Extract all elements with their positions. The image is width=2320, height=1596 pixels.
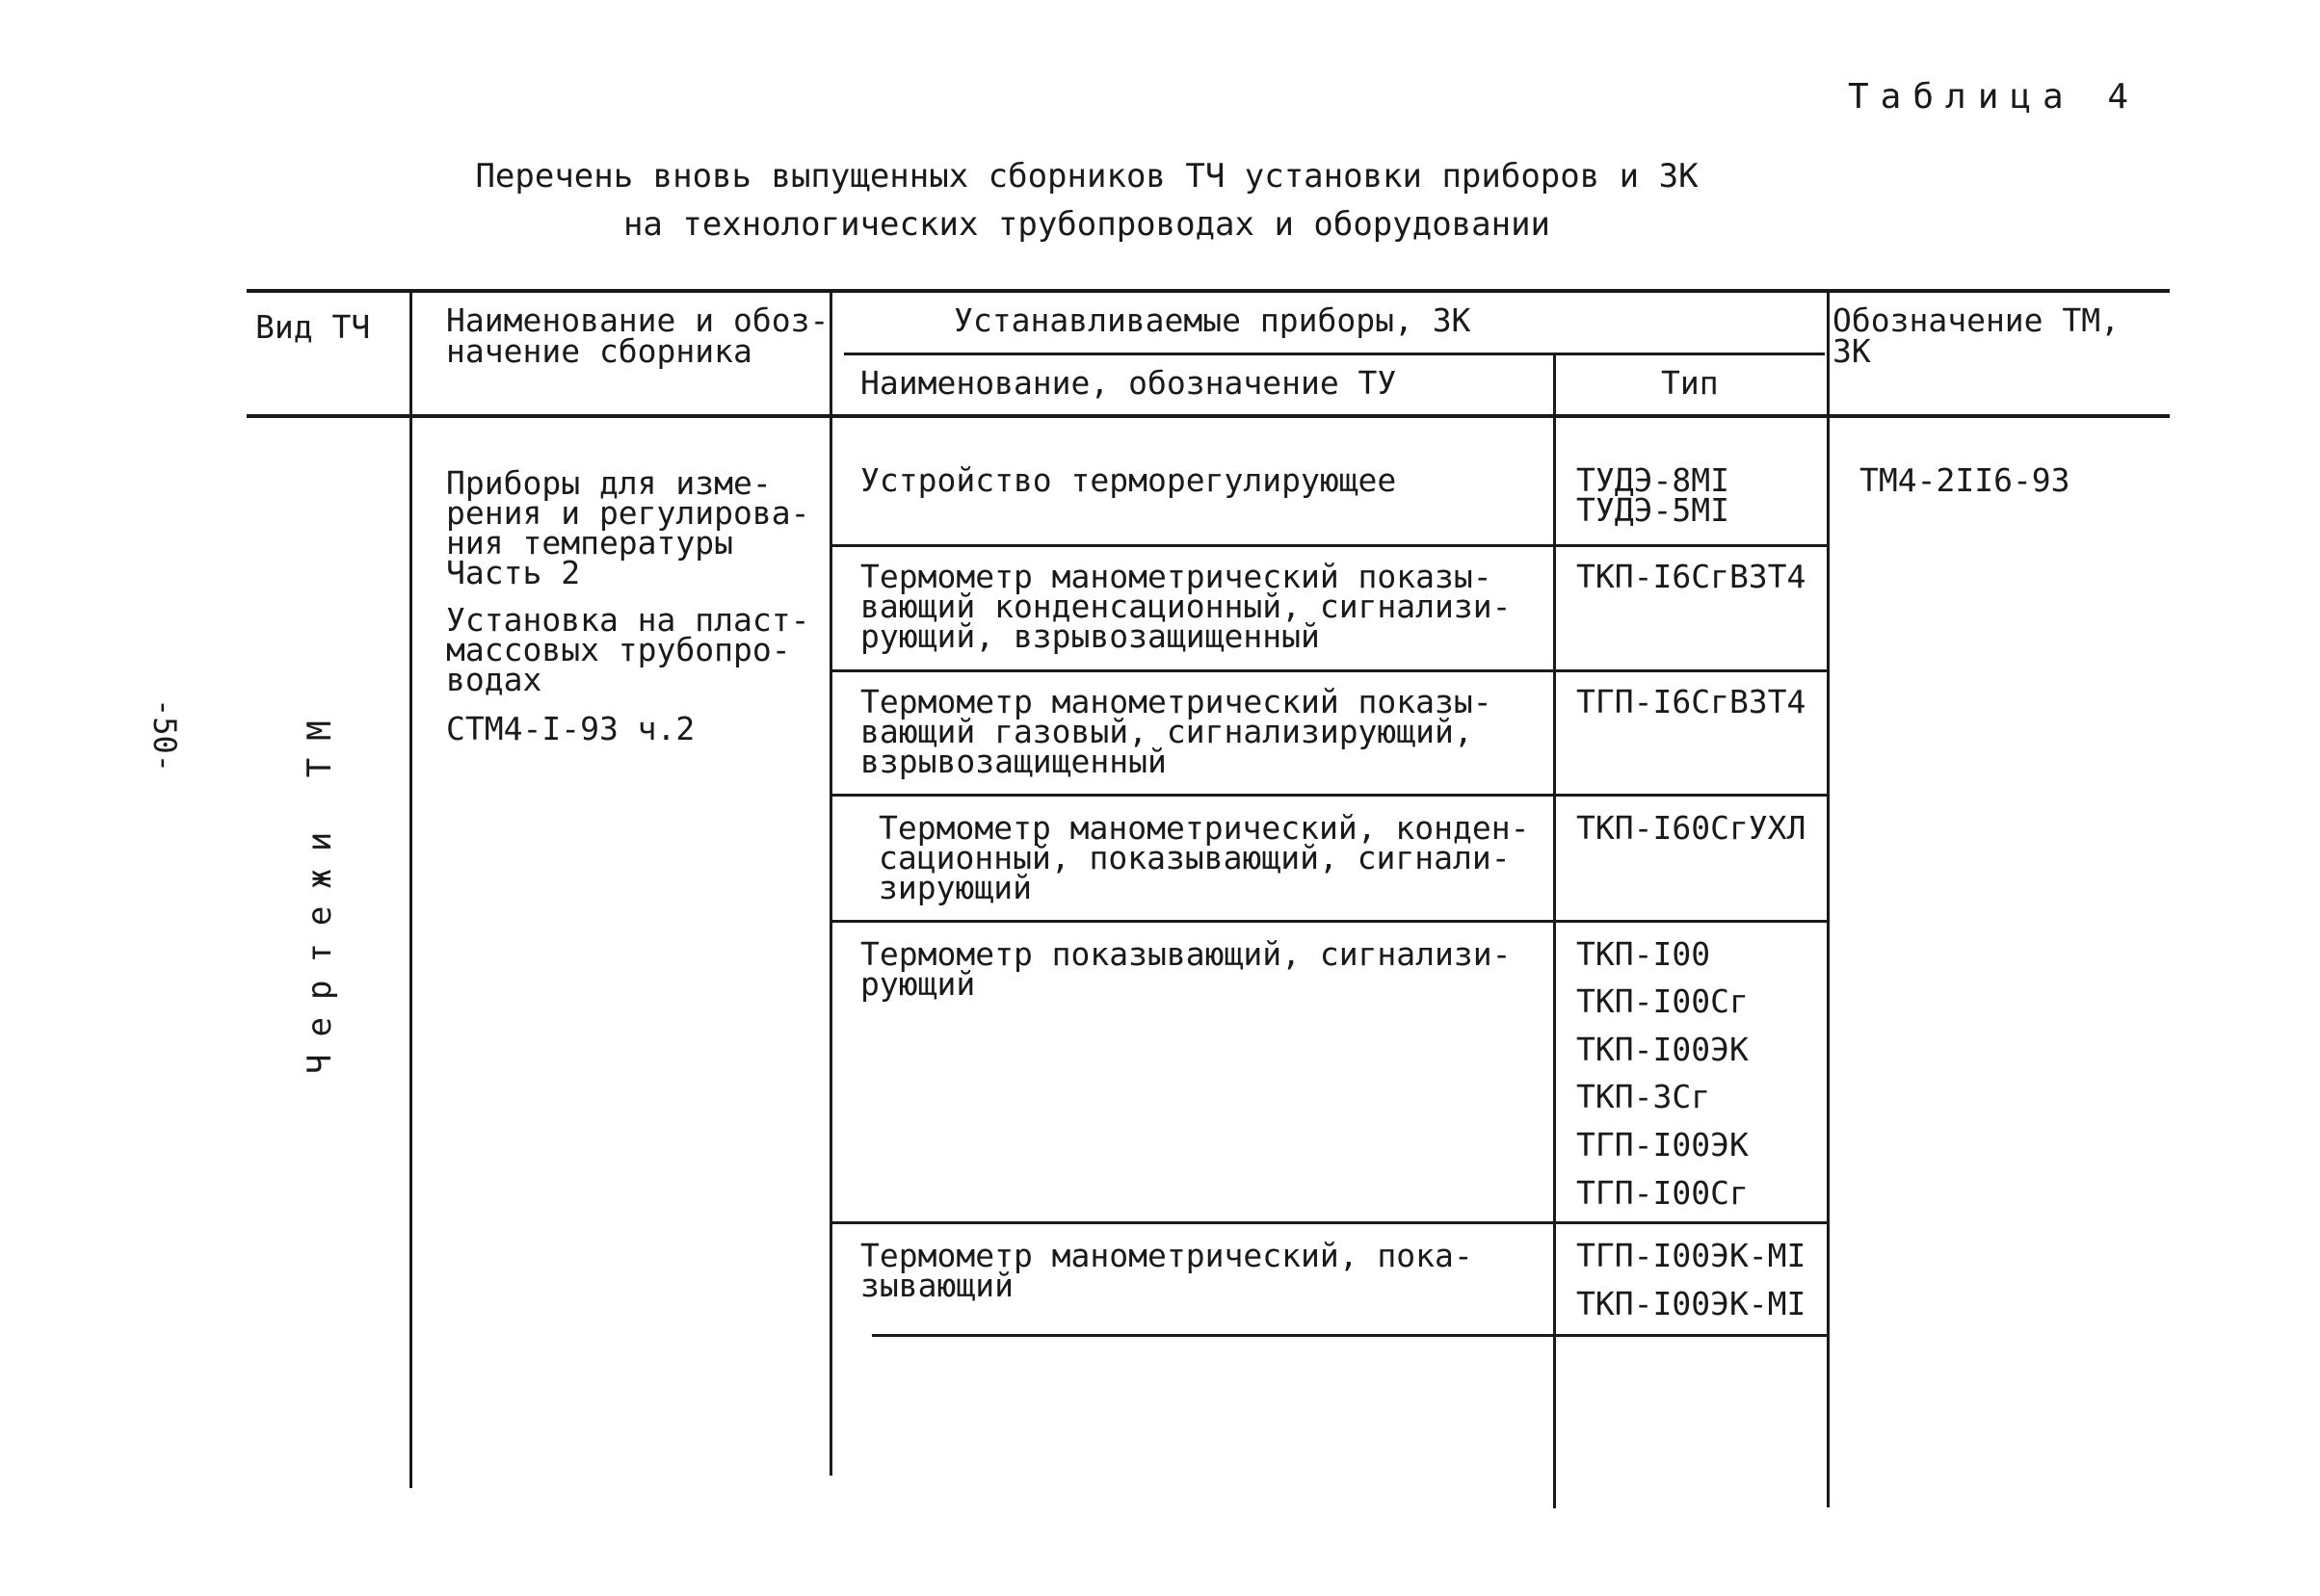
row-4-name-line-1: Термометр манометрический, конден- (879, 809, 1530, 847)
row-5-name-line-1: Термометр показывающий, сигнализи- (860, 935, 1512, 973)
header-devices-type: Тип (1661, 364, 1719, 402)
row-2-name-line-3: рующий, взрывозащищенный (860, 617, 1320, 655)
row-5-name-line-2: рующий (860, 965, 976, 1003)
row-divider-5 (830, 1221, 1827, 1224)
collection-line-1: Приборы для изме- (446, 464, 772, 502)
row-6-name-line-2: зывающий (860, 1267, 1014, 1304)
header-designation-line-2: ЗК (1832, 332, 1871, 370)
row-5-type-6: ТГП-I00Сг (1576, 1174, 1749, 1212)
col-divider-2 (830, 289, 832, 1476)
row-3-name-line-2: вающий газовый, сигнализирующий, (860, 713, 1473, 750)
row-4-name-line-2: сационный, показывающий, сигнали- (879, 839, 1511, 876)
col-divider-4 (1827, 289, 1830, 1507)
drawing-type-vertical: Чертежи ТМ (301, 703, 339, 1074)
row-1-type-1: ТУДЭ-8МI (1576, 461, 1729, 499)
row-6-name-line-1: Термометр манометрический, пока- (860, 1237, 1473, 1274)
col-divider-1 (409, 289, 412, 1488)
row-5-type-2: ТКП-I00Сг (1576, 982, 1749, 1020)
row-5-type-1: ТКП-I00 (1576, 935, 1711, 973)
row-divider-4 (830, 920, 1827, 923)
row-3-name-line-1: Термометр манометрический показы- (860, 683, 1492, 720)
collection-line-8: СТМ4-I-93 ч.2 (446, 710, 696, 747)
collection-line-2: рения и регулирова- (446, 494, 810, 532)
row-divider-6 (872, 1334, 1827, 1337)
row-2-type-1: ТКП-I6СгВЗТ4 (1576, 558, 1806, 595)
header-devices-name: Наименование, обозначение ТУ (860, 364, 1397, 402)
document-title-line-2: на технологических трубопроводах и оборудовании (622, 205, 1551, 244)
devices-subheader-rule (844, 353, 1825, 355)
row-6-type-2: ТКП-I00ЭК-МI (1576, 1285, 1806, 1322)
designation-value: ТМ4-2II6-93 (1859, 461, 2070, 499)
table-top-rule (247, 289, 2170, 293)
row-divider-2 (830, 669, 1827, 672)
header-bottom-rule (247, 414, 2170, 418)
collection-line-3: ния температуры (446, 524, 734, 562)
document-title-line-1: Перечень вновь выпущенных сборников ТЧ установки приборов и ЗК (475, 157, 1699, 196)
row-4-type-1: ТКП-I60СгУХЛ (1576, 809, 1806, 847)
header-vid: Вид ТЧ (255, 308, 371, 346)
row-5-type-3: ТКП-I00ЭК (1576, 1031, 1749, 1068)
header-collection-line-1: Наименование и обоз- (446, 301, 830, 339)
row-1-type-2: ТУДЭ-5МI (1576, 491, 1729, 529)
row-divider-3 (830, 794, 1827, 797)
row-3-name-line-3: взрывозащищенный (860, 743, 1167, 780)
row-2-name-line-2: вающий конденсационный, сигнализи- (860, 588, 1512, 625)
row-divider-1 (830, 544, 1827, 547)
table-label: Таблица 4 (1848, 77, 2141, 117)
collection-line-7: водах (446, 661, 542, 698)
row-2-name-line-1: Термометр манометрический показы- (860, 558, 1492, 595)
collection-line-4: Часть 2 (446, 554, 581, 591)
header-collection-line-2: начение сборника (446, 332, 752, 370)
collection-line-5: Установка на пласт- (446, 601, 810, 639)
collection-line-6: массовых трубопро- (446, 631, 791, 668)
page-number: -50- (146, 698, 183, 773)
row-4-name-line-3: зирующий (879, 869, 1032, 906)
row-5-type-4: ТКП-3Сг (1576, 1078, 1711, 1115)
header-designation-line-1: Обозначение ТМ, (1832, 301, 2121, 339)
row-3-type-1: ТГП-I6СгВЗТ4 (1576, 683, 1806, 720)
row-5-type-5: ТГП-I00ЭК (1576, 1126, 1749, 1164)
header-devices: Устанавливаемые приборы, ЗК (954, 301, 1471, 339)
row-1-name-line-1: Устройство терморегулирующее (860, 461, 1397, 499)
row-6-type-1: ТГП-I00ЭК-МI (1576, 1237, 1806, 1274)
